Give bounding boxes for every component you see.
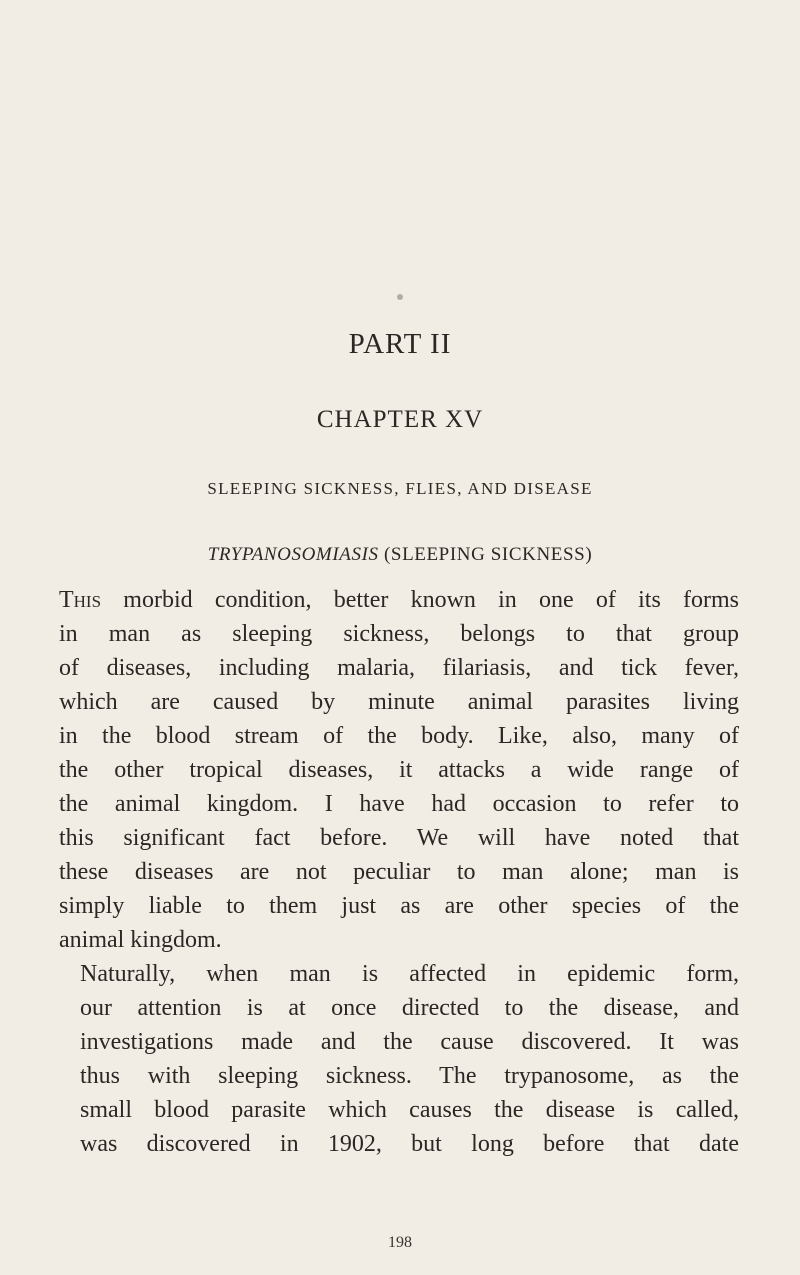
text-line: which are caused by minute animal parasites living: [59, 689, 739, 715]
paragraph-2: [59, 957, 739, 1161]
text-line: simply liable to them just as are other species of the: [59, 893, 739, 919]
text-line: was discovered in 1902, but long before that date: [80, 1131, 739, 1157]
text-line: in the blood stream of the body. Like, also, many of: [59, 723, 739, 749]
lead-word: This: [59, 587, 102, 613]
text-line: small blood parasite which causes the disease is called,: [80, 1097, 739, 1123]
text-line: these diseases are not peculiar to man alone; man is: [59, 859, 739, 885]
page-number: 198: [388, 1234, 412, 1251]
text-line: animal kingdom.: [59, 927, 222, 953]
text-line: in man as sleeping sickness, belongs to that group: [59, 621, 739, 647]
text-line: of diseases, including malaria, filariasis, and tick fever,: [59, 655, 739, 681]
part-heading: PART II: [348, 328, 452, 360]
ink-speck: [397, 294, 403, 300]
text-line: This morbid condition, better known in one of its forms: [59, 587, 740, 613]
section-heading-rest: (SLEEPING SICKNESS): [383, 544, 593, 565]
text-line: the animal kingdom. I have had occasion to refer to: [59, 791, 739, 817]
chapter-subtitle: SLEEPING SICKNESS, FLIES, AND DISEASE: [207, 479, 593, 498]
text-line: Naturally, when man is affected in epidemic form,: [80, 961, 739, 987]
paragraph-1: [59, 583, 739, 957]
text-line: investigations made and the cause discovered. It was: [80, 1029, 739, 1055]
section-heading: [0, 543, 800, 567]
chapter-heading: CHAPTER XV: [316, 406, 484, 433]
text-line: thus with sleeping sickness. The trypanosome, as the: [80, 1063, 739, 1089]
text-line: the other tropical diseases, it attacks a wide range of: [59, 757, 739, 783]
section-heading-italic: TRYPANOSOMIASIS: [207, 544, 379, 565]
text-line: our attention is at once directed to the disease, and: [80, 995, 739, 1021]
text-line: this significant fact before. We will have noted that: [59, 825, 739, 851]
body-text: [59, 583, 739, 1161]
